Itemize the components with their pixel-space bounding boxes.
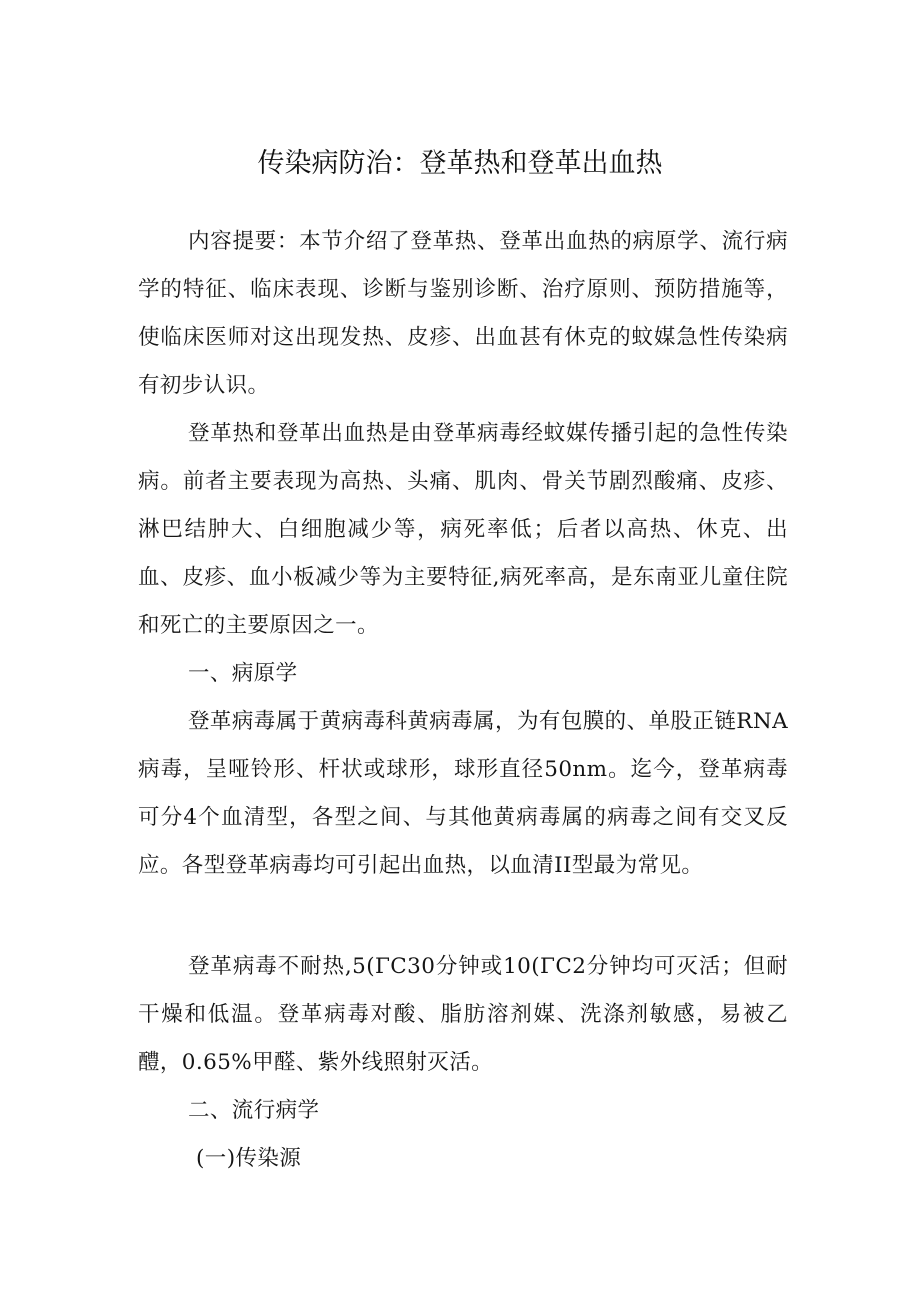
document-title: 传染病防治：登革热和登革出血热 — [257, 148, 663, 179]
etiology-paragraph-1: 登革病毒属于黄病毒科黄病毒属，为有包膜的、单股正链RNA病毒，呈哑铃形、杆状或球形，球形直径50nm。迄今，登革病毒可分4个血清型，各型之间、与其他黄病毒属的病毒之间有交叉反应。各型登革病毒均可引起出血热，以血清II型最为常见。 — [138, 709, 788, 878]
subsection-heading-source-of-infection: (一)传染源 — [196, 1146, 302, 1171]
intro-paragraph: 登革热和登革出血热是由登革病毒经蚊媒传播引起的急性传染病。前者主要表现为高热、头痛、肌肉、骨关节剧烈酸痛、皮疹、淋巴结肿大、白细胞减少等，病死率低；后者以高热、休克、出血、皮疹、血小板减少等为主要特征,病死率高，是东南亚儿童住院和死亡的主要原因之一。 — [138, 421, 788, 638]
section-heading-etiology: 一、病原学 — [188, 661, 298, 686]
section-heading-epidemiology: 二、流行病学 — [188, 1098, 320, 1123]
etiology-paragraph-2: 登革病毒不耐热,5(ΓC30分钟或10(ΓC2分钟均可灭活；但耐干燥和低温。登革病毒对酸、脂肪溶剂媒、洗涤剂敏感，易被乙醴，0.65%甲醛、紫外线照射灭活。 — [138, 954, 788, 1075]
summary-paragraph: 内容提要：本节介绍了登革热、登革出血热的病原学、流行病学的特征、临床表现、诊断与鉴别诊断、治疗原则、预防措施等，使临床医师对这出现发热、皮疹、出血甚有休克的蚊媒急性传染病有初步认识。 — [138, 229, 788, 398]
